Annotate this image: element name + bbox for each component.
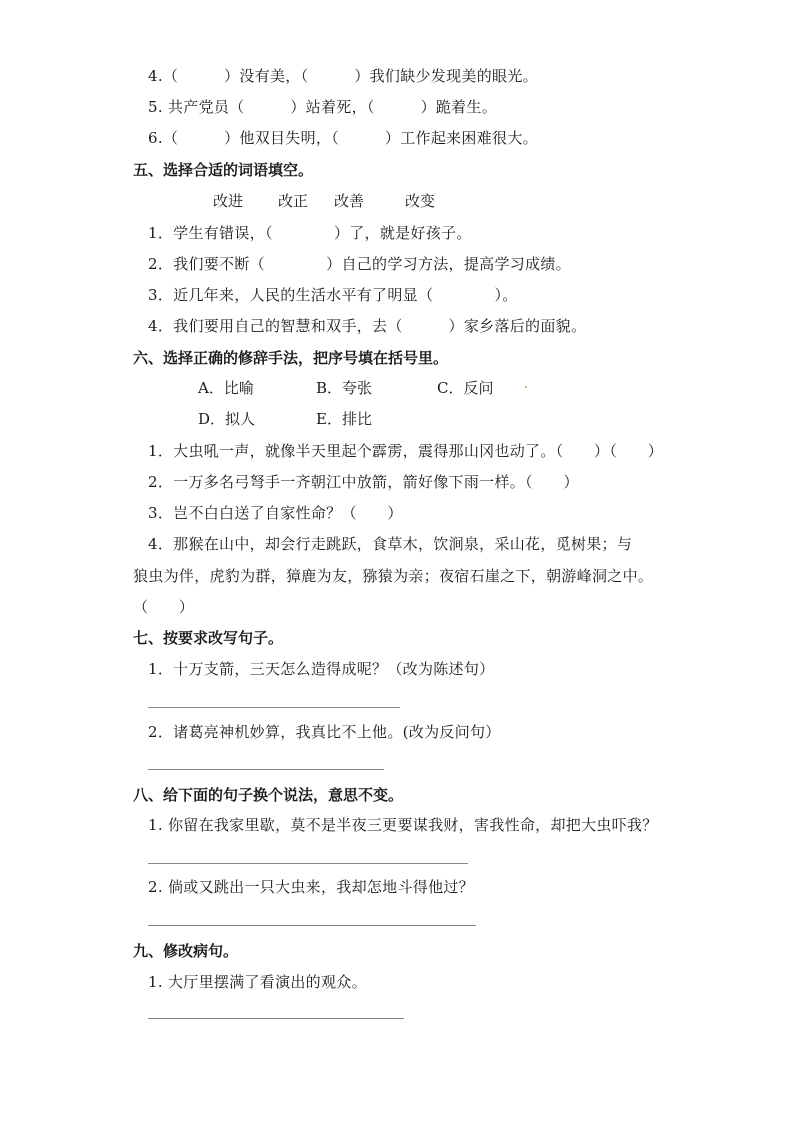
section-8-heading: 八、给下面的句子换个说法，意思不变。 <box>133 786 404 804</box>
word-option-1: 改进 <box>213 192 244 210</box>
part6-item-2: 2．一万多名弓弩手一齐朝江中放箭，箭好像下雨一样。（ ） <box>148 473 579 491</box>
rhetoric-option-e: E．排比 <box>316 410 372 428</box>
section-5-heading: 五、选择合适的词语填空。 <box>133 161 314 179</box>
part4-item-6: 6.（ ）他双目失明，（ ）工作起来困难很大。 <box>148 129 538 147</box>
answer-line[interactable] <box>148 863 468 864</box>
part6-item-4-blank: （ ） <box>133 598 195 616</box>
part8-item-1: 1. 你留在我家里歇，莫不是半夜三更要谋我财，害我性命，却把大虫吓我？ <box>148 816 658 834</box>
part5-item-1: 1．学生有错误，（ ）了，就是好孩子。 <box>148 224 472 242</box>
answer-line[interactable] <box>148 1018 404 1019</box>
part9-item-1: 1. 大厅里摆满了看演出的观众。 <box>148 973 367 991</box>
rhetoric-option-c: C．反问 <box>437 379 494 397</box>
part6-item-1: 1．大虫吼一声，就像半天里起个霹雳，震得那山冈也动了。（ ）（ ） <box>148 442 664 460</box>
part5-item-3: 3．近几年来，人民的生活水平有了明显（ ）。 <box>148 286 518 304</box>
part4-item-5: 5. 共产党员（ ）站着死，（ ）跪着生。 <box>148 98 498 116</box>
part7-item-1: 1．十万支箭，三天怎么造得成呢？（改为陈述句） <box>148 660 495 678</box>
section-9-heading: 九、修改病句。 <box>133 942 239 960</box>
word-option-2: 改正 <box>278 192 309 210</box>
answer-line[interactable] <box>148 769 384 770</box>
part5-item-4: 4．我们要用自己的智慧和双手，去（ ）家乡落后的面貌。 <box>148 317 587 335</box>
rhetoric-option-a: A．比喻 <box>198 379 254 397</box>
rhetoric-option-b: B．夸张 <box>316 379 373 397</box>
ink-speck <box>525 386 527 388</box>
part6-item-4-line2: 狼虫为伴，虎豹为群，獐鹿为友，猕猿为亲；夜宿石崖之下，朝游峰洞之中。 <box>133 567 654 585</box>
part6-item-3: 3．岂不白白送了自家性命？（ ） <box>148 504 403 522</box>
word-option-4: 改变 <box>405 192 436 210</box>
part7-item-2: 2．诸葛亮神机妙算，我真比不上他。(改为反问句） <box>148 723 501 741</box>
answer-line[interactable] <box>148 925 476 926</box>
word-option-3: 改善 <box>334 192 365 210</box>
section-6-heading: 六、选择正确的修辞手法，把序号填在括号里。 <box>133 349 449 367</box>
answer-line[interactable] <box>148 707 400 708</box>
section-7-heading: 七、按要求改写句子。 <box>133 629 284 647</box>
rhetoric-option-d: D．拟人 <box>198 410 256 428</box>
part5-item-2: 2．我们要不断（ ）自己的学习方法，提高学习成绩。 <box>148 255 571 273</box>
part8-item-2: 2. 倘或又跳出一只大虫来，我却怎地斗得他过？ <box>148 878 474 896</box>
part4-item-4: 4.（ ）没有美，（ ）我们缺少发现美的眼光。 <box>148 67 538 85</box>
part6-item-4-line1: 4．那猴在山中，却会行走跳跃，食草木，饮涧泉，采山花，觅树果；与 <box>148 535 633 553</box>
